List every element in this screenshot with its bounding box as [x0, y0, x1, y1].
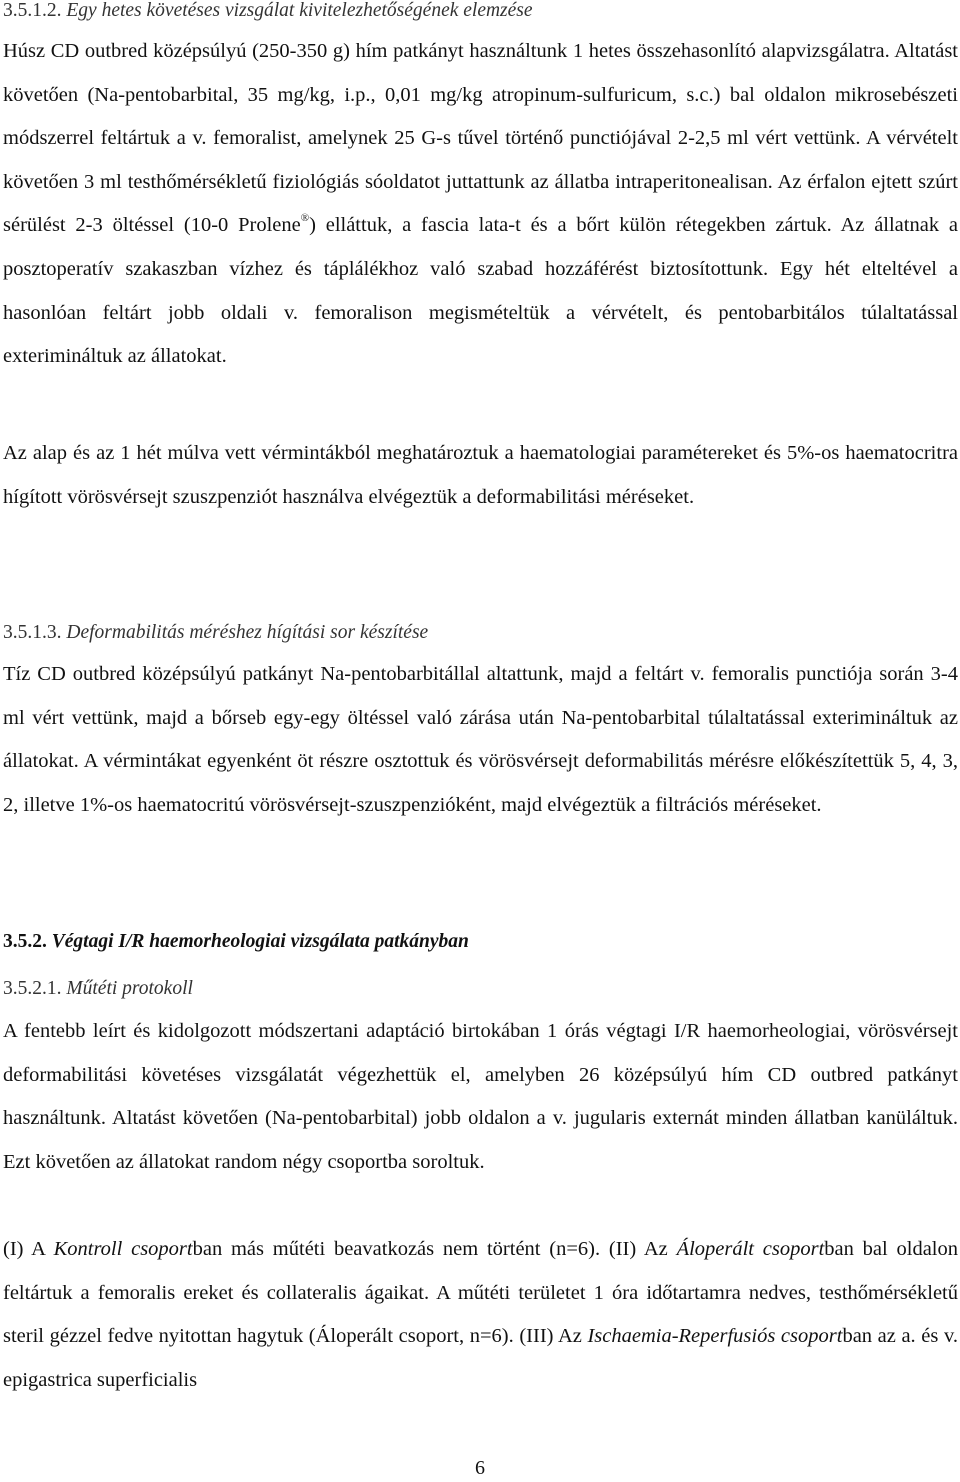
paragraph-text: (I) A	[3, 1238, 54, 1260]
section-heading-3-5-2	[3, 931, 469, 953]
paragraph-text: ) elláttuk, a fascia lata-t és a bőrt külön rétegekben zártuk. Az állatnak a posztoperatív szakaszban vízhez és táplálékhoz való szabad hozzáférést biztosítottunk. Egy hét elteltével a hasonlóan feltárt jobb oldali v. femoralison megismételtük a vérvételt, és pentobarbitálos túlaltatással exterimináltuk az állatokat.	[3, 214, 958, 368]
page-number: 6	[475, 1457, 485, 1479]
heading-number: 3.5.1.2.	[3, 0, 62, 21]
heading-title: Végtagi I/R haemorheologiai vizsgálata patkányban	[51, 931, 469, 952]
heading-title: Deformabilitás méréshez hígítási sor készítése	[66, 622, 429, 643]
paragraph-groups	[3, 1228, 958, 1402]
heading-number: 3.5.2.	[3, 931, 47, 952]
paragraph-text: ban más műtéti beavatkozás nem történt (n=6). (II) Az	[192, 1238, 677, 1260]
heading-title: Egy hetes követéses vizsgálat kivitelezhetőségének elemzése	[66, 0, 533, 21]
paragraph-haematology: Az alap és az 1 hét múlva vett vérmintákból meghatároztuk a haematologiai paramétereket és 5%-os haematocritra hígított vörösvérsejt szuszpenziót használva elvégeztük a deformabilitási méréseket.	[3, 442, 958, 508]
group-name-sham: Áloperált csoport	[676, 1238, 825, 1260]
heading-title: Műtéti protokoll	[66, 978, 193, 999]
paragraph-text: Húsz CD outbred középsúlyú (250-350 g) hím patkányt használtunk 1 hetes összehasonlító alapvizsgálatra. Altatást követően (Na-pentobarbital, 35 mg/kg, i.p., 0,01 mg/kg atropinum-sulfuricum, s.c.) bal oldalon mikrosebészeti módszerrel feltártuk a v. femoralist, amelynek 25 G-s tűvel történő punctiójával 2-2,5 ml vért vettünk. A vérvételt követően 3 ml testhőmérsékletű fiziológiás sóoldatot juttattunk az állatba intraperitonealisan. Az érfalon ejtett szúrt sérülést 2-3 öltéssel (10-0 Prolene	[3, 40, 958, 237]
section-heading-3-5-1-2	[3, 0, 533, 22]
heading-number: 3.5.2.1.	[3, 978, 62, 999]
paragraph-text: ban bal oldalon feltártuk a femoralis ereket és collateralis ágaikat. A műtéti területet 1 óra időtartamra nedves, testhőmérsékletű steril gézzel fedve nyitottan hagytuk (Áloperált csoport, n=6). (III) Az	[3, 1238, 958, 1348]
section-heading-3-5-1-3	[3, 622, 428, 644]
paragraph-dilution-series: Tíz CD outbred középsúlyú patkányt Na-pentobarbitállal altattunk, majd a feltárt v. femoralis punctiója során 3-4 ml vért vettünk, majd a bőrseb egy-egy öltéssel való zárása után Na-pentobarbital túlaltatással exterimináltuk az állatokat. A vérmintákat egyenként öt részre osztottuk és vörösvérsejt deformabilitás mérésre előkészítettük 5, 4, 3, 2, illetve 1%-os haematocritú vörösvérsejt-szuszpenzióként, majd elvégeztük a filtrációs méréseket.	[3, 663, 958, 816]
heading-number: 3.5.1.3.	[3, 622, 62, 643]
registered-mark: ®	[300, 212, 310, 225]
group-name-control: Kontroll csoport	[53, 1238, 193, 1260]
group-name-ischaemia-reperfusion: Ischaemia-Reperfusiós csoport	[587, 1325, 843, 1348]
paragraph-text: ban az a. és v. epigastrica superficialis	[3, 1325, 958, 1391]
paragraph-surgical-protocol: A fentebb leírt és kidolgozott módszertani adaptáció birtokában 1 órás végtagi I/R haemorheologiai, vörösvérsejt deformabilitási követéses vizsgálatát végezhettük el, amelyben 26 középsúlyú hím CD outbred patkányt használtunk. Altatást követően (Na-pentobarbital) jobb oldalon a v. jugularis externát minden állatban kanüláltuk. Ezt követően az állatokat random négy csoportba soroltuk.	[3, 1020, 958, 1173]
paragraph-follow-up-method	[3, 30, 958, 379]
section-heading-3-5-2-1	[3, 978, 193, 1000]
